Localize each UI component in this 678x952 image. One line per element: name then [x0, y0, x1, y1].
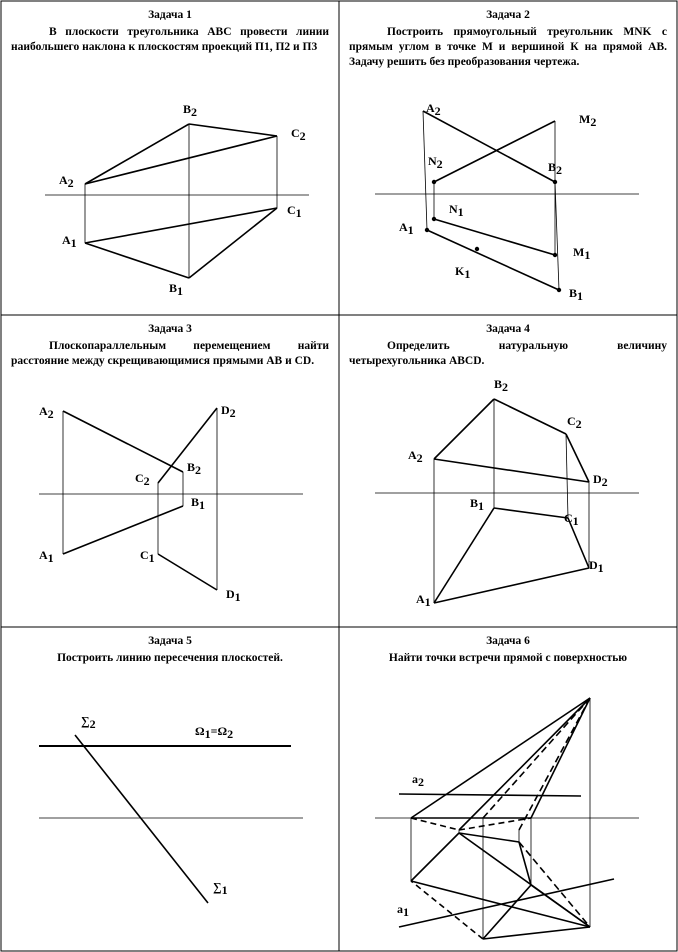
svg-text:B2: B2	[494, 377, 509, 394]
label-B2: B	[548, 160, 557, 174]
label-B1: B	[169, 281, 178, 295]
task-2-text: Построить прямоугольный треугольник MNK с прямым углом в точке М и вершиной К на прямой АВ. Задачу решить без преобразования чертежа.	[349, 26, 667, 68]
task-4-cell	[339, 315, 677, 627]
task-6-drawing	[339, 627, 677, 951]
svg-text:B1: B1	[191, 495, 206, 512]
label-B1: B	[191, 495, 200, 509]
svg-text:C2: C2	[291, 126, 306, 143]
label-N2: N	[428, 154, 437, 168]
svg-text:C2: C2	[567, 414, 582, 431]
label-a1: a	[397, 902, 403, 916]
label-D2: D	[593, 472, 602, 486]
label-B2: B	[187, 460, 196, 474]
svg-text:N2: N2	[428, 154, 443, 171]
task-1-cell	[1, 1, 339, 315]
svg-text:M2: M2	[579, 112, 597, 129]
svg-text:B1: B1	[470, 496, 485, 513]
svg-text:a1: a1	[397, 902, 409, 919]
label-C2: C	[135, 471, 144, 485]
label-D1: D	[589, 558, 598, 572]
task-4-title: Задача 4	[486, 323, 530, 335]
svg-text:∑2: ∑2	[81, 714, 96, 731]
task-2-cell	[339, 1, 677, 315]
svg-text:M1: M1	[573, 245, 591, 262]
svg-text:N1: N1	[449, 202, 464, 219]
task-4-text: Определить натуральную величину четырехугольника ABCD.	[349, 340, 667, 367]
svg-text:C1: C1	[287, 203, 302, 220]
label-A1: A	[39, 548, 48, 562]
label-a2: a	[412, 772, 418, 786]
task-5-drawing	[1, 627, 339, 951]
svg-text:A2: A2	[408, 448, 423, 465]
svg-text:a2: a2	[412, 772, 424, 789]
label-A1: A	[62, 233, 71, 247]
svg-text:B1: B1	[569, 286, 584, 303]
label-A2: A	[426, 101, 435, 115]
task-1-text: В плоскости треугольника АВС провести линии наибольшего наклона к плоскостям проекций П1, П2 и П3	[11, 26, 329, 53]
svg-text:C1: C1	[564, 511, 579, 528]
svg-text:K1: K1	[455, 264, 471, 281]
task-2-title: Задача 2	[486, 9, 530, 21]
label-sigma1: ∑	[213, 880, 222, 894]
svg-text:D2: D2	[221, 403, 236, 420]
label-omega1: Ω	[195, 724, 205, 738]
task-3-drawing	[1, 315, 339, 627]
label-N1: N	[449, 202, 458, 216]
task-1-drawing	[1, 1, 339, 315]
svg-text:∑1: ∑1	[213, 880, 228, 897]
label-A1: A	[399, 220, 408, 234]
label-A2: A	[39, 404, 48, 418]
task-5-cell	[1, 627, 339, 951]
svg-text:Ω1=Ω2: Ω1=Ω2	[195, 724, 234, 741]
label-C2: C	[567, 414, 576, 428]
svg-text:A1: A1	[62, 233, 77, 250]
label-A2: A	[59, 173, 68, 187]
svg-text:A1: A1	[39, 548, 54, 565]
task-6-cell	[339, 627, 677, 951]
label-C2: C	[291, 126, 300, 140]
svg-text:A1: A1	[416, 592, 431, 609]
svg-text:B2	[183, 102, 197, 119]
label-K1: K	[455, 264, 465, 278]
task-1-title: Задача 1	[148, 9, 192, 21]
sub-2: 2	[191, 105, 198, 119]
svg-text:A2: A2	[59, 173, 74, 190]
task-6-title: Задача 6	[486, 635, 530, 647]
label-omega2: Ω	[217, 724, 228, 738]
label-A2: A	[408, 448, 417, 462]
task-2-drawing	[339, 1, 677, 315]
task-5-title: Задача 5	[148, 635, 192, 647]
svg-text:B2: B2	[548, 160, 563, 177]
label-sigma2: ∑	[81, 714, 90, 728]
task-5-text: Построить линию пересечения плоскостей.	[57, 652, 283, 664]
svg-text:D1: D1	[589, 558, 604, 575]
task-3-cell	[1, 315, 339, 627]
label-C1: C	[287, 203, 296, 217]
svg-text:D2: D2	[593, 472, 608, 489]
svg-text:C2: C2	[135, 471, 150, 488]
label-D1: D	[226, 587, 235, 601]
svg-text:D1: D1	[226, 587, 241, 604]
label-B1: B	[470, 496, 479, 510]
label-A1: A	[416, 592, 425, 606]
label-D2: D	[221, 403, 230, 417]
label-M1: M	[573, 245, 585, 259]
svg-text:C1: C1	[140, 548, 155, 565]
label-C1: C	[564, 511, 573, 525]
label-C1: C	[140, 548, 149, 562]
svg-text:A1: A1	[399, 220, 414, 237]
task-3-title: Задача 3	[148, 323, 192, 335]
task-4-drawing	[339, 315, 677, 627]
label-M2: M	[579, 112, 591, 126]
task-6-text: Найти точки встречи прямой с поверхностью	[388, 652, 628, 664]
label-B2: B	[183, 102, 192, 116]
svg-text:A2: A2	[426, 101, 441, 118]
task-3-text: Плоскопараллельным перемещением найти расстояние между скрещивающимися прямыми АВ и CD.	[11, 340, 329, 367]
svg-text:B2: B2	[187, 460, 202, 477]
svg-text:B1: B1	[169, 281, 184, 298]
label-B1: B	[569, 286, 578, 300]
label-B2: B	[494, 377, 503, 391]
svg-text:A2: A2	[39, 404, 54, 421]
